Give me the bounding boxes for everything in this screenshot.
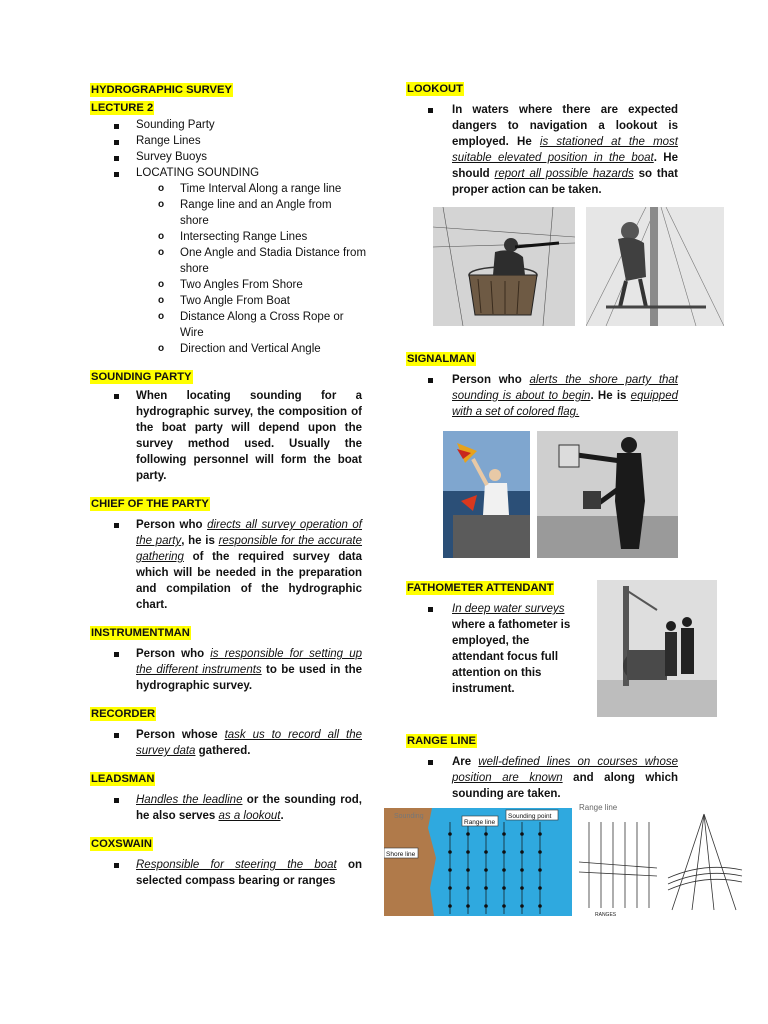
outline-item: Range Lines — [136, 135, 201, 147]
bullet-icon — [428, 378, 433, 383]
section-heading — [90, 367, 193, 385]
heading-text: SIGNALMAN — [407, 353, 475, 365]
underlined-text: equipped with a set of colored flag. — [452, 390, 678, 418]
text-run: on selected compass bearing or ranges — [136, 859, 362, 887]
locating-item: Range line and an Angle from shore — [180, 199, 332, 227]
locating-item: Intersecting Range Lines — [180, 231, 308, 243]
text-run: gathered. — [195, 745, 251, 757]
section-heading — [406, 731, 477, 749]
diagram-label-sounding: Sounding — [394, 813, 424, 820]
text-run: Person whose — [136, 729, 225, 741]
page-title — [90, 80, 233, 116]
instrumentman-text — [136, 646, 362, 694]
bullet-icon — [114, 798, 119, 803]
heading-text: RECORDER — [91, 708, 156, 720]
text-run: so that proper action can be taken. — [452, 168, 678, 196]
bullet-icon — [114, 140, 119, 145]
text-run: of the required survey data which will be needed in the preparation and compilation of the hydrographic chart. — [136, 551, 362, 611]
circle-bullet-icon: o — [158, 279, 165, 290]
range-lines-sketch — [575, 800, 659, 918]
text-run: In waters where there are expected dangers to navigation a lookout is employed. He — [452, 104, 678, 148]
text-run: Person who — [136, 648, 211, 660]
circle-bullet-icon: o — [158, 199, 165, 210]
sketch-label-range-line: Range line — [579, 803, 618, 812]
text-run: Are — [452, 756, 479, 768]
circle-bullet-icon: o — [158, 231, 165, 242]
signalman-text — [452, 372, 678, 420]
text-run: . — [280, 810, 284, 822]
circle-bullet-icon: o — [158, 295, 165, 306]
section-heading — [90, 704, 156, 722]
underlined-text: is responsible for setting up the different instruments — [136, 648, 362, 676]
outline-item: LOCATING SOUNDING — [136, 167, 260, 179]
section-heading — [90, 623, 191, 641]
text-run: Person who — [452, 374, 530, 386]
locating-item: Direction and Vertical Angle — [180, 343, 321, 355]
sketch-label-ranges: RANGES — [595, 912, 617, 918]
lookout-text — [452, 102, 678, 198]
section-heading — [406, 79, 464, 97]
diagram-label-sounding-point: Sounding point — [508, 813, 552, 820]
underlined-text: alerts the shore party that sounding is about to begin — [452, 374, 679, 402]
leadsman-text — [136, 792, 362, 824]
chief-text — [136, 517, 362, 613]
underlined-text: Responsible for steering the boat — [136, 859, 337, 871]
text-run: where a fathometer is employed, the attendant focus full attention on this instrument. — [452, 619, 571, 695]
circle-bullet-icon: o — [158, 183, 165, 194]
heading-text: LEADSMAN — [91, 773, 155, 785]
signalman-flags-photo — [443, 431, 530, 558]
diagram-label-shore-line: Shore line — [386, 851, 416, 858]
heading-text: LOOKOUT — [407, 83, 463, 95]
recorder-text — [136, 727, 362, 759]
heading-text: COXSWAIN — [91, 838, 152, 850]
locating-item: Time Interval Along a range line — [180, 183, 342, 195]
section-heading — [406, 349, 476, 367]
text-run: . He is — [590, 390, 631, 402]
angle-lines-sketch — [664, 806, 744, 916]
locating-item: Two Angles From Shore — [180, 279, 303, 291]
text-run: to be used in the hydrographic survey. — [136, 664, 362, 692]
heading-text: CHIEF OF THE PARTY — [91, 498, 209, 510]
underlined-text: well-defined lines on courses whose position are known — [452, 756, 678, 784]
section-heading — [90, 494, 210, 512]
sounding-grid-diagram — [384, 808, 572, 916]
bullet-icon — [114, 863, 119, 868]
underlined-text: is stationed at the most suitable elevated position in the boat — [452, 136, 678, 164]
text-run: . He should — [452, 152, 678, 180]
coxswain-text — [136, 857, 362, 889]
underlined-text: Handles the leadline — [136, 794, 243, 806]
fathometer-text — [452, 601, 580, 697]
text-run: , he is — [181, 535, 219, 547]
range-line-text — [452, 754, 678, 802]
locating-item: Two Angle From Boat — [180, 295, 290, 307]
outline-item: Sounding Party — [136, 119, 215, 131]
heading-text: INSTRUMENTMAN — [91, 627, 190, 639]
section-heading — [90, 769, 155, 787]
lookout-crowsnest-image — [433, 207, 575, 326]
underlined-text: task us to record all the survey data — [136, 729, 362, 757]
circle-bullet-icon: o — [158, 247, 165, 258]
title-line-2: LECTURE 2 — [91, 102, 154, 114]
circle-bullet-icon: o — [158, 343, 165, 354]
bullet-icon — [428, 607, 433, 612]
bullet-icon — [428, 108, 433, 113]
underlined-text: report all possible hazards — [494, 168, 634, 180]
outline-item: Survey Buoys — [136, 151, 207, 163]
bullet-icon — [114, 156, 119, 161]
heading-text: RANGE LINE — [407, 735, 476, 747]
text-run: Person who — [136, 519, 208, 531]
diagram-label-range-line: Range line — [464, 819, 496, 826]
circle-bullet-icon: o — [158, 311, 165, 322]
underlined-text: In deep water surveys — [452, 603, 565, 615]
section-heading — [406, 578, 554, 596]
text-run: or the sounding rod, he also serves — [136, 794, 362, 822]
underlined-text: directs all survey operation of the party — [136, 519, 363, 547]
bullet-icon — [114, 523, 119, 528]
heading-text: FATHOMETER ATTENDANT — [407, 582, 554, 594]
bullet-icon — [114, 652, 119, 657]
sounding-party-text: When locating sounding for a hydrographic survey, the composition of the boat party will depend upon the survey method used. Usually the following personnel will form the boat party. — [136, 390, 362, 482]
locating-item: Distance Along a Cross Rope or Wire — [180, 311, 344, 339]
underlined-text: responsible for the accurate gathering — [136, 535, 363, 563]
text-run: and along which sounding are taken. — [452, 772, 678, 800]
heading-text: SOUNDING PARTY — [91, 371, 192, 383]
lookout-mast-image — [586, 207, 724, 326]
title-line-1: HYDROGRAPHIC SURVEY — [91, 84, 232, 96]
section-heading — [90, 834, 153, 852]
bullet-icon — [114, 172, 119, 177]
signalman-semaphore-photo — [537, 431, 678, 558]
underlined-text: as a lookout — [218, 810, 281, 822]
bullet-icon — [428, 760, 433, 765]
fathometer-photo — [597, 580, 717, 717]
bullet-icon — [114, 733, 119, 738]
bullet-icon — [114, 394, 119, 399]
bullet-icon — [114, 124, 119, 129]
locating-item: One Angle and Stadia Distance from shore — [180, 247, 367, 275]
